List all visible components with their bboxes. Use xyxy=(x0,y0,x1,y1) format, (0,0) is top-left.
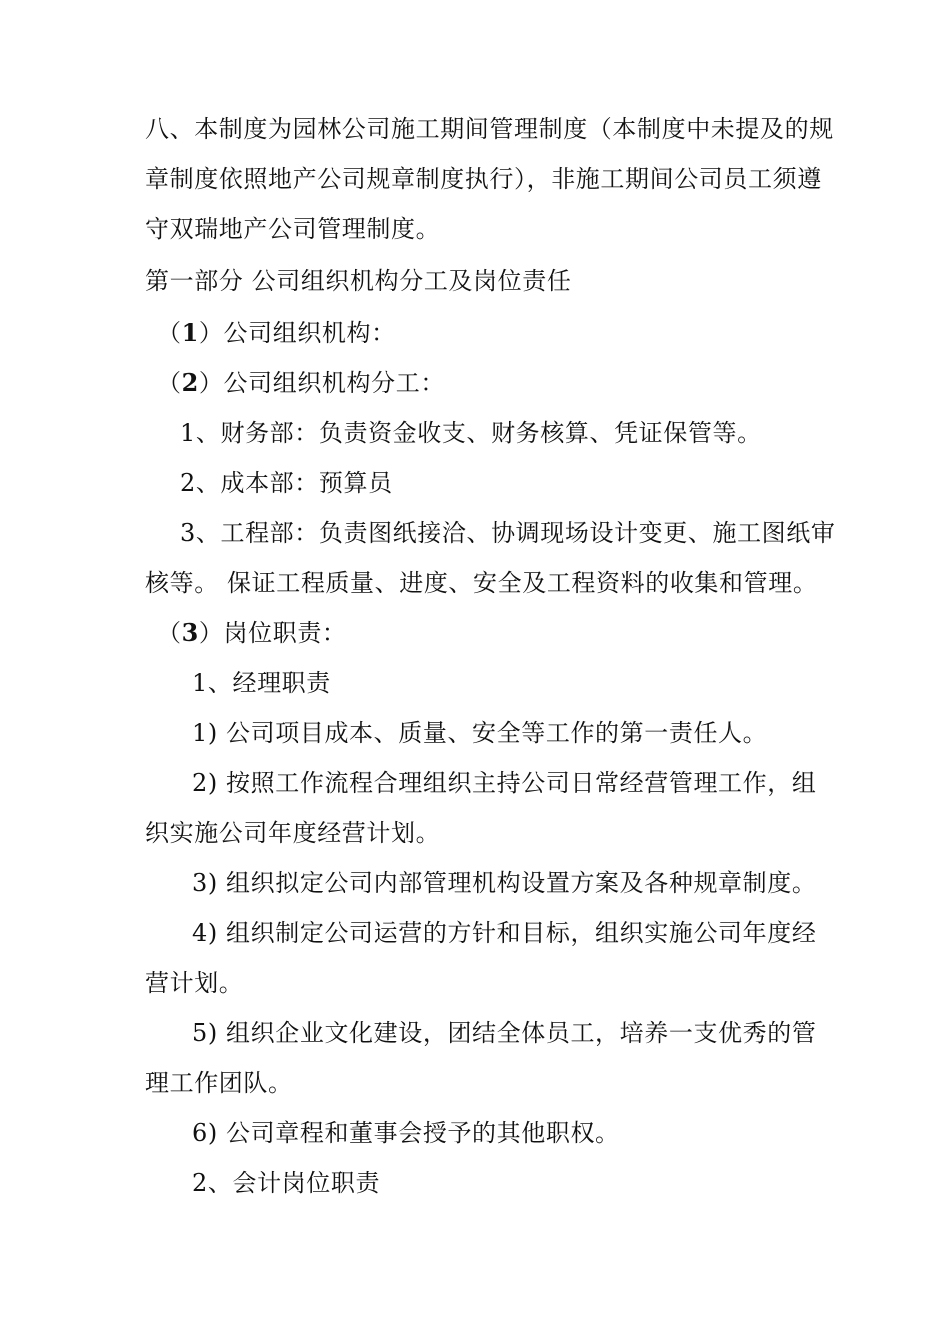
paragraph-line: 营计划。 xyxy=(145,969,244,997)
subsection-heading xyxy=(157,618,347,648)
paren-open: （ xyxy=(157,369,182,397)
paragraph-line: 章制度依照地产公司规章制度执行），非施工期间公司员工须遵 xyxy=(145,165,822,193)
heading-text: ）公司组织机构分工： xyxy=(198,369,445,397)
paragraph-line: 守双瑞地产公司管理制度。 xyxy=(145,215,441,243)
list-item: 6) 公司章程和董事会授予的其他职权。 xyxy=(192,1119,620,1147)
subsection-heading xyxy=(157,318,396,348)
list-item: 2、会计岗位职责 xyxy=(192,1169,381,1197)
list-item: 4) 组织制定公司运营的方针和目标，组织实施公司年度经 xyxy=(192,919,817,947)
paren-open: （ xyxy=(157,619,182,647)
list-item: 3) 组织拟定公司内部管理机构设置方案及各种规章制度。 xyxy=(192,869,817,897)
list-item: 3、工程部：负责图纸接洽、协调现场设计变更、施工图纸审 xyxy=(180,519,836,547)
heading-text: ）公司组织机构： xyxy=(198,319,396,347)
paragraph-line: 理工作团队。 xyxy=(145,1069,293,1097)
list-item: 5) 组织企业文化建设，团结全体员工，培养一支优秀的管 xyxy=(192,1019,817,1047)
heading-text: ）岗位职责： xyxy=(198,619,347,647)
paren-open: （ xyxy=(157,319,182,347)
list-item: 2、成本部：预算员 xyxy=(180,469,393,497)
list-item: 2) 按照工作流程合理组织主持公司日常经营管理工作，组 xyxy=(192,769,817,797)
item-number: 1 xyxy=(181,318,199,347)
paragraph-line: 核等。 保证工程质量、进度、安全及工程资料的收集和管理。 xyxy=(145,569,818,597)
list-item: 1、财务部：负责资金收支、财务核算、凭证保管等。 xyxy=(180,419,762,447)
list-item: 1) 公司项目成本、质量、安全等工作的第一责任人。 xyxy=(192,719,768,747)
item-number: 3 xyxy=(181,618,199,647)
subsection-heading xyxy=(157,368,445,398)
paragraph-line: 八、本制度为园林公司施工期间管理制度（本制度中未提及的规 xyxy=(145,115,834,143)
list-item: 1、经理职责 xyxy=(192,669,331,697)
section-heading: 第一部分 公司组织机构分工及岗位责任 xyxy=(145,267,572,295)
item-number: 2 xyxy=(181,368,199,397)
paragraph-line: 织实施公司年度经营计划。 xyxy=(145,819,441,847)
